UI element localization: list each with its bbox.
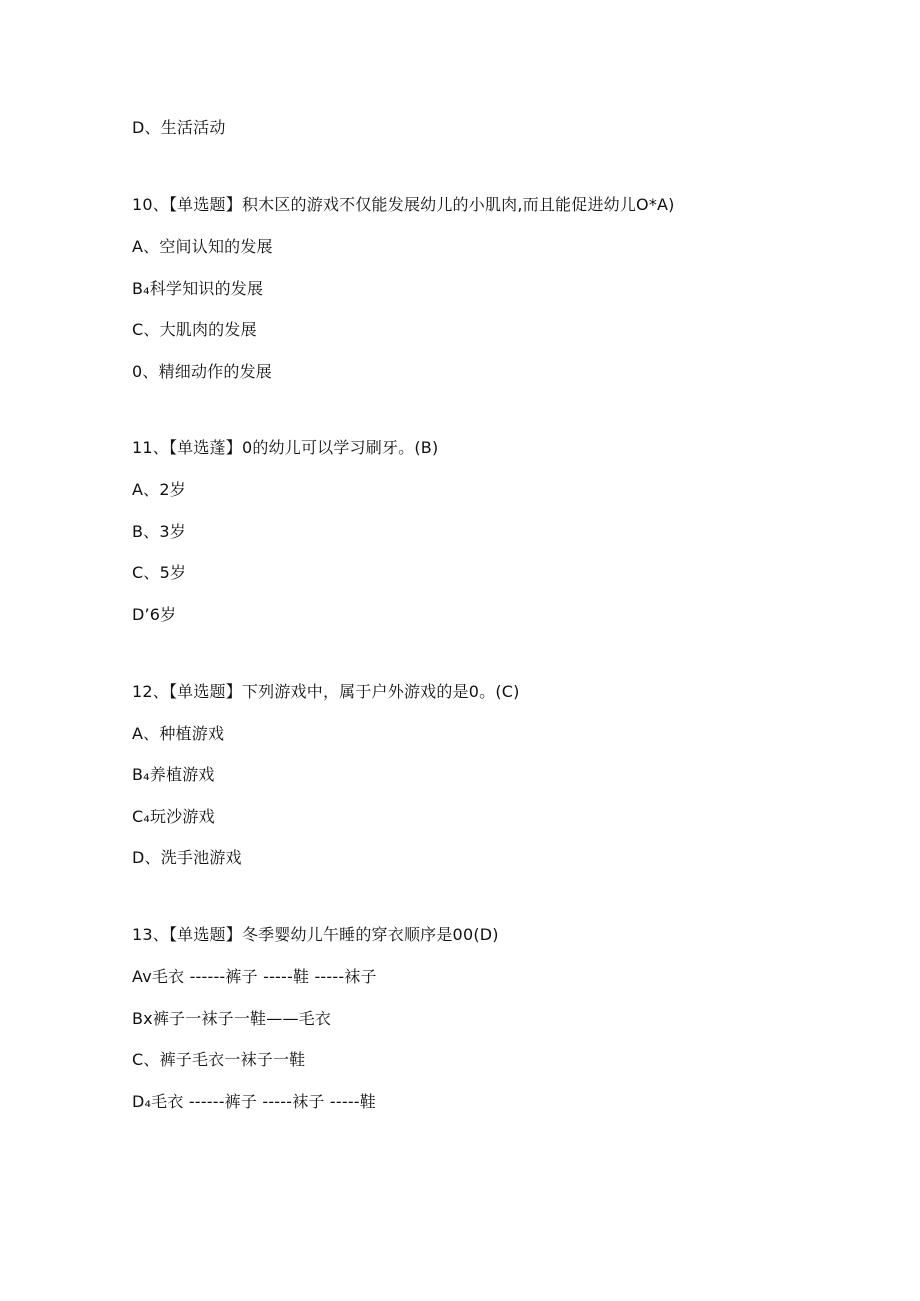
- option-c-q10: C、大肌肉的发展: [132, 320, 257, 339]
- option-b-q10: B₄科学知识的发展: [132, 279, 264, 298]
- option-a-q11: A、2岁: [132, 480, 186, 499]
- option-d-q13: D₄毛衣 ------裤子 -----袜子 -----鞋: [132, 1092, 376, 1111]
- question-11: 11、【单选蓬】0的幼儿可以学习刷牙。(B): [132, 438, 439, 457]
- option-b-q13: Bx裤子一袜子一鞋——毛衣: [132, 1009, 332, 1028]
- option-c-q11: C、5岁: [132, 563, 187, 582]
- option-d-q10: 0、精细动作的发展: [132, 362, 272, 381]
- option-b-q11: B、3岁: [132, 522, 186, 541]
- option-d-q12: D、洗手池游戏: [132, 848, 242, 867]
- question-13: 13、【单选题】冬季婴幼儿午睡的穿衣顺序是00(D): [132, 925, 499, 944]
- option-c-q12: C₄玩沙游戏: [132, 807, 215, 826]
- option-a-q10: A、空间认知的发展: [132, 237, 273, 256]
- option-a-q12: A、种植游戏: [132, 724, 225, 743]
- option-b-q12: B₄养植游戏: [132, 765, 215, 784]
- question-10: 10、【单选题】积木区的游戏不仅能发展幼儿的小肌肉,而且能促进幼儿O*A): [132, 195, 675, 214]
- option-a-q13: Av毛衣 ------裤子 -----鞋 -----袜子: [132, 967, 377, 986]
- option-d-q9: D、生活活动: [132, 118, 226, 137]
- option-c-q13: C、裤子毛衣一袜子一鞋: [132, 1050, 306, 1069]
- question-12: 12、【单选题】下列游戏中，属于户外游戏的是0。(C): [132, 682, 520, 701]
- option-d-q11: D’6岁: [132, 605, 177, 624]
